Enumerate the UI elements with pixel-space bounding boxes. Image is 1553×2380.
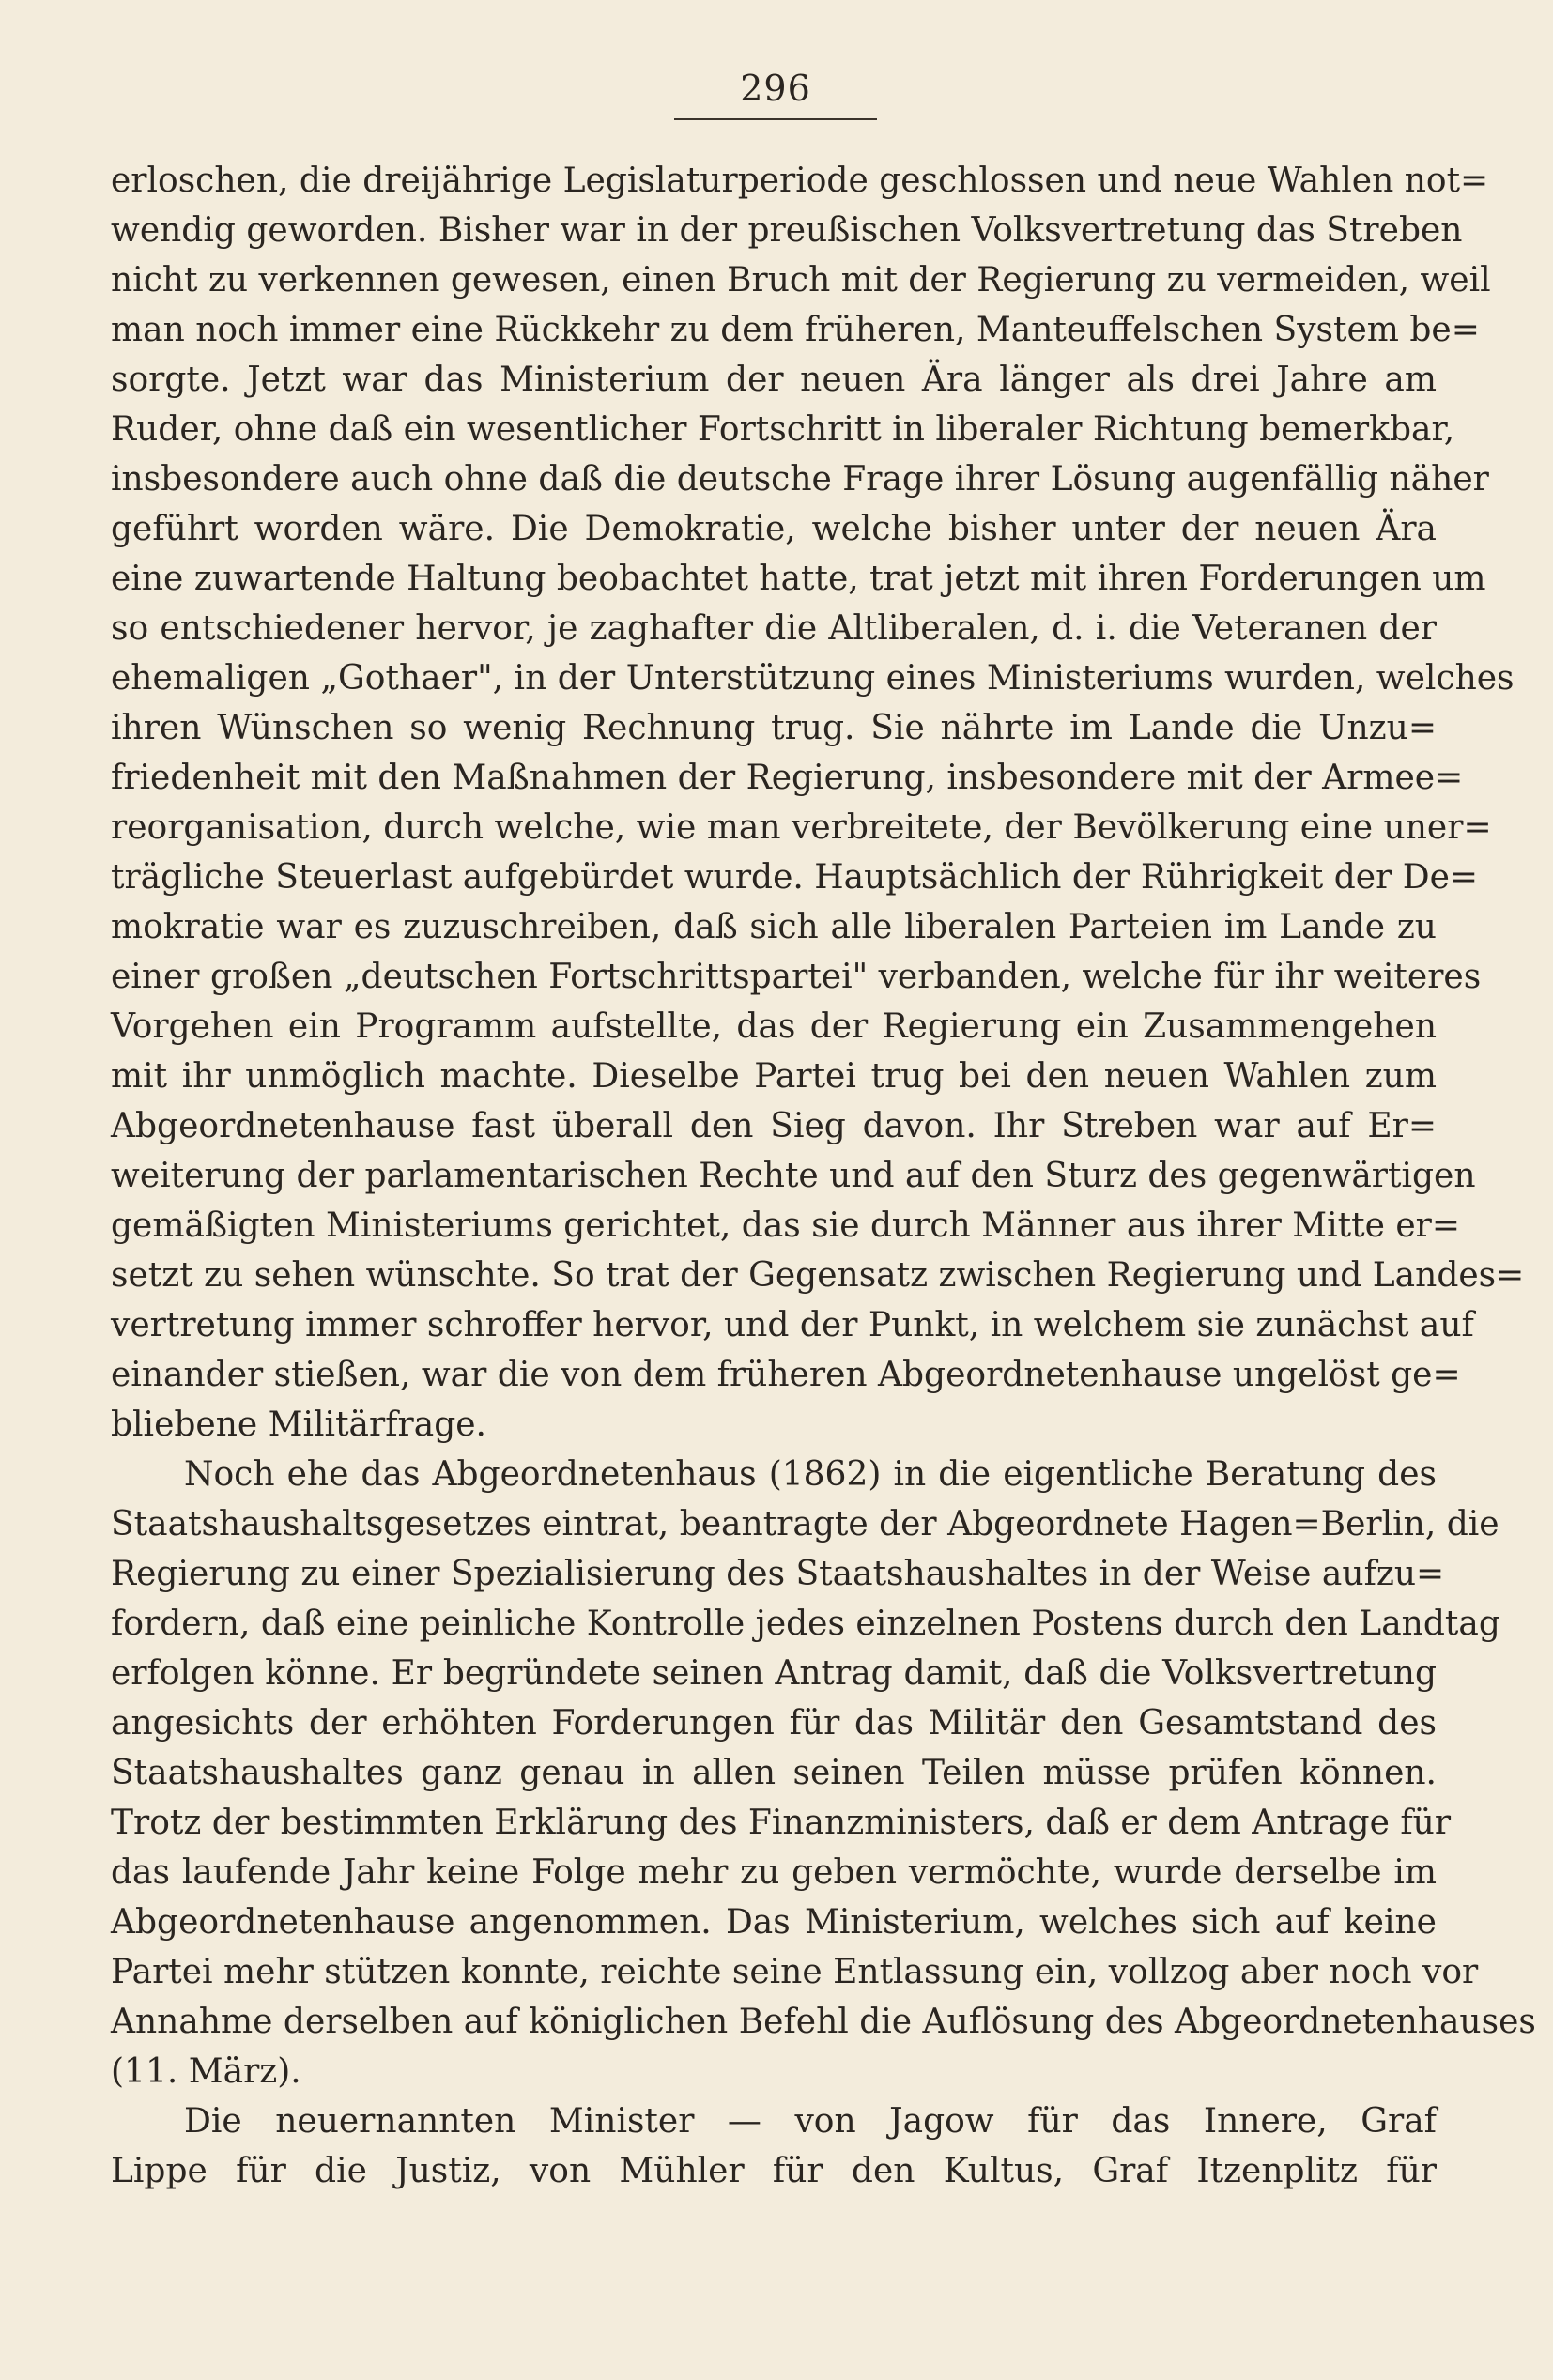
text-line: geführt worden wäre. Die Demokratie, welche bisher unter der neuen Ära [111, 510, 1437, 548]
text-line: Partei mehr stützen konnte, reichte seine Entlassung ein, vollzog aber noch vor [111, 1953, 1479, 1991]
text-line: Regierung zu einer Spezialisierung des Staatshaushaltes in der Weise aufzu= [111, 1555, 1445, 1593]
text-line: friedenheit mit den Maßnahmen der Regierung, insbesondere mit der Armee= [111, 759, 1464, 797]
text-line: Die neuernannten Minister — von Jagow für das Innere, Graf [184, 2102, 1437, 2141]
text-line: Lippe für die Justiz, von Mühler für den Kultus, Graf Itzenplitz für [111, 2152, 1437, 2190]
text-line: ehemaligen „Gothaer", in der Unterstützung eines Ministeriums wurden, welches [111, 659, 1515, 698]
text-line: Abgeordnetenhause fast überall den Sieg davon. Ihr Streben war auf Er= [111, 1107, 1437, 1145]
text-line: Noch ehe das Abgeordnetenhaus (1862) in die eigentliche Beratung des [184, 1455, 1437, 1494]
text-line: eine zuwartende Haltung beobachtet hatte, trat jetzt mit ihren Forderungen um [111, 560, 1486, 598]
text-line: reorganisation, durch welche, wie man verbreitete, der Bevölkerung eine uner= [111, 808, 1492, 847]
text-line: ihren Wünschen so wenig Rechnung trug. Sie nährte im Lande die Unzu= [111, 709, 1437, 747]
text-line: Staatshaushaltsgesetzes eintrat, beantragte der Abgeordnete Hagen=Berlin, die [111, 1505, 1499, 1543]
text-line: Staatshaushaltes ganz genau in allen seinen Teilen müsse prüfen können. [111, 1754, 1437, 1792]
page-number-rule [674, 118, 877, 120]
text-line: sorgte. Jetzt war das Ministerium der neuen Ära länger als drei Jahre am [111, 361, 1437, 399]
text-line: (11. März). [111, 2052, 301, 2091]
text-line: insbesondere auch ohne daß die deutsche Frage ihrer Lösung augenfällig näher [111, 460, 1489, 499]
text-line: gemäßigten Ministeriums gerichtet, das sie durch Männer aus ihrer Mitte er= [111, 1206, 1460, 1245]
body-text [111, 156, 1536, 2196]
text-line: bliebene Militärfrage. [111, 1405, 486, 1444]
text-line: weiterung der parlamentarischen Rechte und auf den Sturz des gegenwärtigen [111, 1157, 1476, 1195]
text-line: nicht zu verkennen gewesen, einen Bruch mit der Regierung zu vermeiden, weil [111, 261, 1491, 299]
text-line: trägliche Steuerlast aufgebürdet wurde. Hauptsächlich der Rührigkeit der De= [111, 858, 1479, 897]
page-number: 296 [740, 68, 811, 109]
text-line: so entschiedener hervor, je zaghafter die Altliberalen, d. i. die Veteranen der [111, 609, 1437, 648]
text-line: Annahme derselben auf königlichen Befehl die Auflösung des Abgeordnetenhauses [111, 2003, 1536, 2041]
text-line: einer großen „deutschen Fortschrittspartei" verbanden, welche für ihr weiteres [111, 958, 1482, 996]
text-line: das laufende Jahr keine Folge mehr zu geben vermöchte, wurde derselbe im [111, 1853, 1437, 1892]
text-line: mit ihr unmöglich machte. Dieselbe Partei trug bei den neuen Wahlen zum [111, 1057, 1437, 1096]
text-line: vertretung immer schroffer hervor, und der Punkt, in welchem sie zunächst auf [111, 1306, 1474, 1344]
text-line: angesichts der erhöhten Forderungen für das Militär den Gesamtstand des [111, 1704, 1437, 1743]
text-line: Vorgehen ein Programm aufstellte, das der Regierung ein Zusammengehen [111, 1007, 1437, 1046]
text-line: wendig geworden. Bisher war in der preußischen Volksvertretung das Streben [111, 211, 1463, 250]
text-line: Abgeordnetenhause angenommen. Das Ministerium, welches sich auf keine [111, 1903, 1437, 1942]
text-line: setzt zu sehen wünschte. So trat der Gegensatz zwischen Regierung und Landes= [111, 1256, 1525, 1295]
text-line: fordern, daß eine peinliche Kontrolle jedes einzelnen Postens durch den Landtag [111, 1605, 1500, 1643]
text-line: erfolgen könne. Er begründete seinen Antrag damit, daß die Volksvertretung [111, 1654, 1437, 1693]
text-line: einander stießen, war die von dem früheren Abgeordnetenhause ungelöst ge= [111, 1356, 1461, 1394]
text-line: mokratie war es zuzuschreiben, daß sich alle liberalen Parteien im Lande zu [111, 908, 1437, 946]
text-line: Ruder, ohne daß ein wesentlicher Fortschritt in liberaler Richtung bemerkbar, [111, 410, 1455, 449]
text-line: man noch immer eine Rückkehr zu dem früheren, Manteuffelschen System be= [111, 311, 1480, 349]
text-line: erloschen, die dreijährige Legislaturperiode geschlossen und neue Wahlen not= [111, 161, 1489, 200]
text-line: Trotz der bestimmten Erklärung des Finanzministers, daß er dem Antrage für [111, 1804, 1452, 1842]
